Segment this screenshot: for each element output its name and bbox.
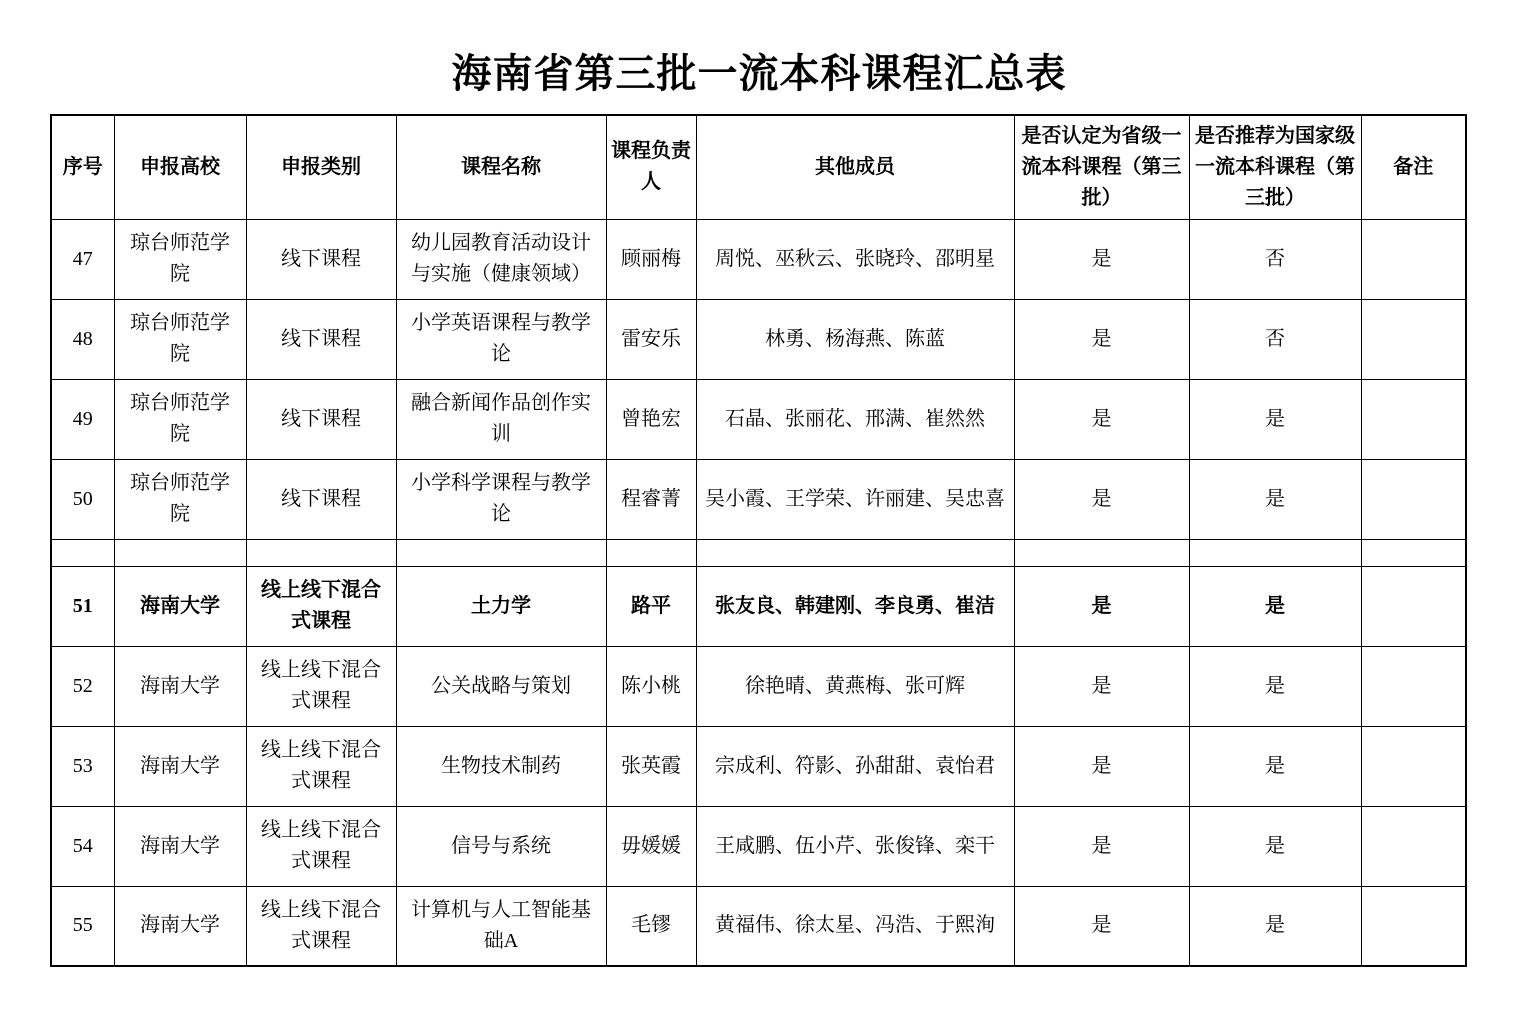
cell-national: 否 [1189, 299, 1361, 379]
column-header-seq: 序号 [51, 115, 114, 219]
cell-provincial: 是 [1014, 459, 1189, 539]
cell-provincial: 是 [1014, 299, 1189, 379]
cell-remark [1361, 539, 1466, 566]
cell-course: 幼儿园教育活动设计与实施（健康领域） [396, 219, 606, 299]
cell-national: 否 [1189, 219, 1361, 299]
cell-national: 是 [1189, 806, 1361, 886]
cell-leader [606, 539, 696, 566]
cell-school: 琼台师范学院 [114, 299, 246, 379]
cell-course: 融合新闻作品创作实训 [396, 379, 606, 459]
cell-provincial: 是 [1014, 219, 1189, 299]
table-row-empty [51, 539, 1466, 566]
cell-course: 小学英语课程与教学论 [396, 299, 606, 379]
cell-provincial [1014, 539, 1189, 566]
cell-remark [1361, 459, 1466, 539]
cell-seq [51, 539, 114, 566]
table-header-row [51, 115, 1466, 219]
cell-members: 王咸鹏、伍小芹、张俊锋、栾干 [696, 806, 1014, 886]
column-header-provincial: 是否认定为省级一流本科课程（第三批） [1014, 115, 1189, 219]
cell-leader: 路平 [606, 566, 696, 646]
cell-course [396, 539, 606, 566]
cell-national: 是 [1189, 379, 1361, 459]
cell-leader: 程睿菁 [606, 459, 696, 539]
cell-provincial: 是 [1014, 379, 1189, 459]
cell-leader: 毛镠 [606, 886, 696, 966]
cell-national: 是 [1189, 886, 1361, 966]
cell-members [696, 539, 1014, 566]
column-header-national: 是否推荐为国家级一流本科课程（第三批） [1189, 115, 1361, 219]
cell-leader: 张英霞 [606, 726, 696, 806]
column-header-leader: 课程负责人 [606, 115, 696, 219]
cell-leader: 毋媛媛 [606, 806, 696, 886]
table-row [51, 299, 1466, 379]
cell-national: 是 [1189, 726, 1361, 806]
cell-leader: 曾艳宏 [606, 379, 696, 459]
cell-seq: 48 [51, 299, 114, 379]
cell-remark [1361, 726, 1466, 806]
cell-members: 林勇、杨海燕、陈蓝 [696, 299, 1014, 379]
cell-members: 黄福伟、徐太星、冯浩、于熙洵 [696, 886, 1014, 966]
cell-category: 线上线下混合式课程 [246, 886, 396, 966]
cell-school: 琼台师范学院 [114, 219, 246, 299]
cell-members: 周悦、巫秋云、张晓玲、邵明星 [696, 219, 1014, 299]
cell-leader: 顾丽梅 [606, 219, 696, 299]
cell-seq: 50 [51, 459, 114, 539]
table-row [51, 806, 1466, 886]
table-row [51, 886, 1466, 966]
cell-members: 徐艳晴、黄燕梅、张可辉 [696, 646, 1014, 726]
cell-category: 线上线下混合式课程 [246, 726, 396, 806]
cell-course: 信号与系统 [396, 806, 606, 886]
cell-provincial: 是 [1014, 566, 1189, 646]
cell-seq: 47 [51, 219, 114, 299]
table-body [51, 219, 1466, 966]
table-row [51, 726, 1466, 806]
cell-seq: 54 [51, 806, 114, 886]
cell-school: 琼台师范学院 [114, 459, 246, 539]
cell-school [114, 539, 246, 566]
table-row [51, 566, 1466, 646]
cell-course: 土力学 [396, 566, 606, 646]
column-header-remark: 备注 [1361, 115, 1466, 219]
cell-category [246, 539, 396, 566]
cell-national: 是 [1189, 566, 1361, 646]
page-title: 海南省第三批一流本科课程汇总表 [451, 51, 1067, 96]
cell-seq: 55 [51, 886, 114, 966]
cell-course: 生物技术制药 [396, 726, 606, 806]
cell-course: 小学科学课程与教学论 [396, 459, 606, 539]
cell-leader: 陈小桃 [606, 646, 696, 726]
cell-leader: 雷安乐 [606, 299, 696, 379]
table-row [51, 459, 1466, 539]
table-row [51, 219, 1466, 299]
cell-remark [1361, 379, 1466, 459]
cell-provincial: 是 [1014, 726, 1189, 806]
cell-category: 线下课程 [246, 379, 396, 459]
cell-remark [1361, 299, 1466, 379]
cell-school: 琼台师范学院 [114, 379, 246, 459]
cell-remark [1361, 566, 1466, 646]
cell-school: 海南大学 [114, 646, 246, 726]
cell-remark [1361, 806, 1466, 886]
cell-school: 海南大学 [114, 726, 246, 806]
table-row [51, 646, 1466, 726]
cell-national: 是 [1189, 459, 1361, 539]
cell-remark [1361, 646, 1466, 726]
cell-national [1189, 539, 1361, 566]
cell-members: 吴小霞、王学荣、许丽建、吴忠喜 [696, 459, 1014, 539]
cell-category: 线下课程 [246, 459, 396, 539]
cell-provincial: 是 [1014, 646, 1189, 726]
cell-remark [1361, 219, 1466, 299]
table-row [51, 379, 1466, 459]
column-header-members: 其他成员 [696, 115, 1014, 219]
cell-seq: 51 [51, 566, 114, 646]
cell-provincial: 是 [1014, 806, 1189, 886]
cell-members: 张友良、韩建刚、李良勇、崔洁 [696, 566, 1014, 646]
course-summary-table [50, 114, 1467, 967]
cell-category: 线上线下混合式课程 [246, 566, 396, 646]
cell-course: 计算机与人工智能基础A [396, 886, 606, 966]
cell-category: 线下课程 [246, 299, 396, 379]
cell-national: 是 [1189, 646, 1361, 726]
cell-remark [1361, 886, 1466, 966]
cell-seq: 49 [51, 379, 114, 459]
cell-course: 公关战略与策划 [396, 646, 606, 726]
cell-provincial: 是 [1014, 886, 1189, 966]
cell-category: 线下课程 [246, 219, 396, 299]
cell-seq: 52 [51, 646, 114, 726]
cell-school: 海南大学 [114, 806, 246, 886]
cell-members: 石晶、张丽花、邢满、崔然然 [696, 379, 1014, 459]
cell-school: 海南大学 [114, 886, 246, 966]
cell-members: 宗成利、符影、孙甜甜、袁怡君 [696, 726, 1014, 806]
cell-category: 线上线下混合式课程 [246, 806, 396, 886]
cell-school: 海南大学 [114, 566, 246, 646]
column-header-school: 申报高校 [114, 115, 246, 219]
cell-category: 线上线下混合式课程 [246, 646, 396, 726]
column-header-category: 申报类别 [246, 115, 396, 219]
column-header-course: 课程名称 [396, 115, 606, 219]
cell-seq: 53 [51, 726, 114, 806]
